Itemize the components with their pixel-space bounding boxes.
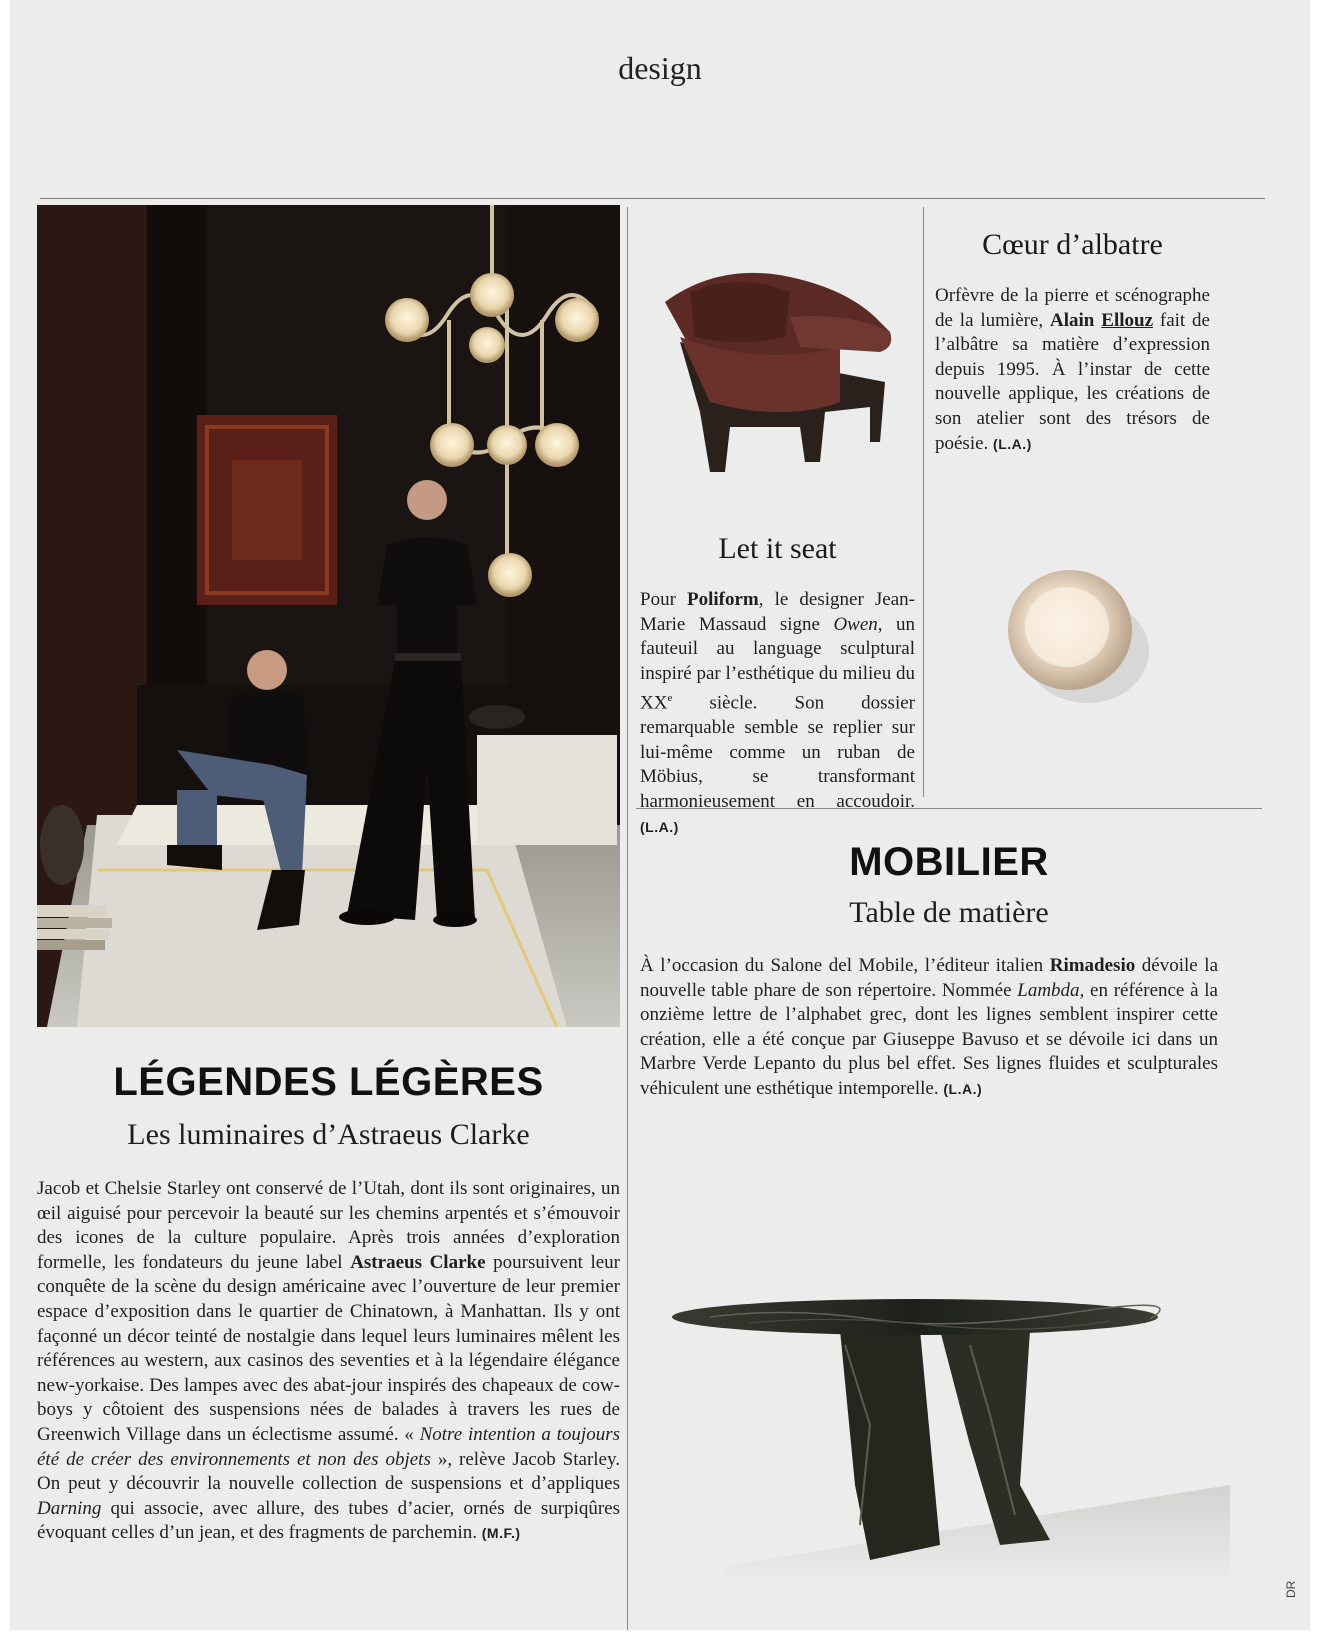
mobilier-signature: (L.A.)	[943, 1080, 983, 1097]
mobilier-text-3: , en référence à la onzième lettre de l’alphabet grec, dont les lignes semblent inspirer cette création, elle a été conçue par Giuseppe Bavuso et se dévoile ici dans un Marbre Verde Lepanto du plus bel effet. Ses lignes fluides et sculpturales véhiculent une esthétique intemporelle.	[640, 979, 1218, 1099]
seat-title: Let it seat	[718, 532, 837, 565]
coeur-text-2: fait de l’albâtre sa matière d’expression depuis 1995. À l’instar de cette nouvelle applique, les créations de son atelier sont des trésors de poésie.	[935, 309, 1210, 454]
seat-text-2: , le designer Jean-Marie Massaud signe	[640, 589, 915, 635]
mobilier-kicker: MOBILIER	[849, 840, 1049, 884]
legendes-kicker: LÉGENDES LÉGÈRES	[113, 1060, 544, 1104]
legendes-text-4: qui associe, avec allure, des tubes d’acier, ornés de surpiqûres évoquant celles d’un jean, et des fragments de parchemin.	[37, 1497, 620, 1544]
starley-quote: Notre intention a toujours été de créer des environnements et non des objets	[37, 1423, 620, 1470]
model-owen: Owen	[833, 613, 878, 635]
column-divider-left	[627, 207, 628, 1630]
top-divider	[40, 198, 1265, 199]
showroom-photo	[37, 205, 620, 1027]
alabaster-lamp-photo	[995, 555, 1155, 710]
legendes-body	[37, 1177, 620, 1546]
mobilier-text-1: À l’occasion du Salone del Mobile, l’éditeur italien	[640, 955, 1050, 976]
legendes-text-1: Jacob et Chelsie Starley ont conservé de l’Utah, dont ils sont originaires, un œil aiguisé pour percevoir la beauté sur les chemins arpentés et s’émouvoir des icones de la culture populaire. Après trois années d’exploration formelle, les fondateurs du jeune label	[37, 1178, 620, 1273]
armchair-photo	[640, 262, 910, 487]
seat-text-4: siècle. Son dossier remarquable semble se replier sur lui-même comme un ruban de Möbius, se transformant harmonieusement en accoudoir.	[640, 692, 915, 813]
model-lambda: Lambda	[1017, 979, 1080, 1001]
coeur-text-1: Orfèvre de la pierre et scénographe de la lumière,	[935, 285, 1210, 331]
marble-table-photo	[670, 1285, 1230, 1585]
brand-rimadesio: Rimadesio	[1049, 955, 1136, 976]
century-numeral: XX	[640, 692, 668, 714]
photo-credit: DR	[1284, 1580, 1298, 1598]
coeur-body	[935, 284, 1210, 456]
column-divider-right	[923, 207, 924, 797]
coeur-signature: (L.A.)	[993, 435, 1032, 452]
collection-darning: Darning	[37, 1497, 102, 1519]
legendes-signature: (M.F.)	[481, 1525, 521, 1542]
legendes-text-2: poursuivent leur conquête de la scène du design américaine avec l’ouverture de leur premier espace d’exposition dans le quartier de Chinatown, à Manhattan. Ils y ont façonné un décor teinté de nostalgie dans lequel leurs luminaires mêlent les références au western, aux casinos des seventies et à la légendaire élégance new-yorkaise. Des lampes avec des abat-jour inspirés des chapeaux de cow-boys y côtoient des suspensions nées de balades à travers les rues de Greenwich Village dans un éclectisme assumé. «	[37, 1251, 620, 1445]
section-title: design	[618, 50, 702, 86]
century-superscript: e	[667, 692, 673, 705]
mobilier-text-2: dévoile la nouvelle table phare de son répertoire. Nommée	[640, 955, 1219, 1001]
designer-last-name: Ellouz	[1101, 309, 1153, 331]
legendes-subtitle: Les luminaires d’Astraeus Clarke	[127, 1118, 530, 1151]
coeur-title: Cœur d’albatre	[982, 228, 1163, 261]
magazine-page	[10, 0, 1310, 1630]
mobilier-body	[640, 954, 1218, 1102]
designer-first-name: Alain	[1050, 309, 1095, 331]
brand-astraeus-clarke: Astraeus Clarke	[350, 1251, 486, 1273]
seat-signature: (L.A.)	[640, 818, 679, 835]
mobilier-subtitle: Table de matière	[849, 896, 1049, 929]
seat-text-3: , un fauteuil au language sculptural inspiré par l’esthétique du milieu du	[640, 613, 916, 684]
brand-poliform: Poliform	[687, 589, 759, 610]
seat-text-1: Pour	[640, 589, 687, 610]
legendes-text-3: », relève Jacob Starley. On peut y découvrir la nouvelle collection de suspensions et d’appliques	[37, 1448, 621, 1495]
seat-body	[640, 588, 915, 839]
